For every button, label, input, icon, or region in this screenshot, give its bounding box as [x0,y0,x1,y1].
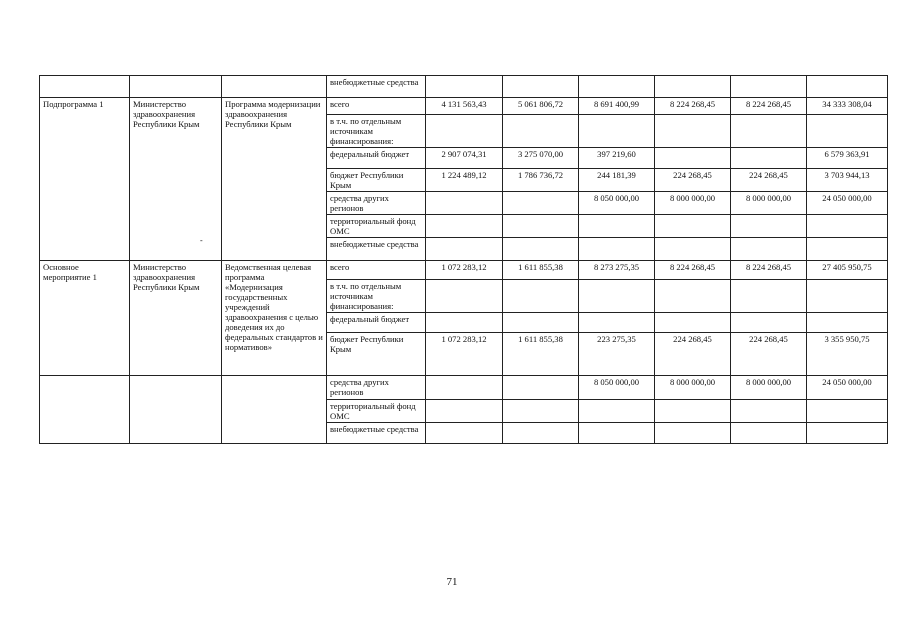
funding-source-cell: внебюджетные средства [327,76,426,98]
budget-table [39,75,888,444]
amount-cell: 2 907 074,31 [426,148,503,169]
amount-cell: 24 050 000,00 [807,192,888,215]
amount-cell: 224 268,45 [655,169,731,192]
amount-cell [655,76,731,98]
amount-cell [807,313,888,333]
amount-cell [503,423,579,444]
amount-cell [579,280,655,313]
program-name-cell [40,76,130,98]
table-body [40,76,888,444]
amount-cell [807,400,888,423]
amount-cell [503,115,579,148]
program-title-cell [222,376,327,444]
amount-cell: 8 691 400,99 [579,98,655,115]
executor-cell: Министерство здравоохранения Республики Крым [130,261,222,376]
amount-cell [731,280,807,313]
table-row [40,261,888,280]
amount-cell [503,238,579,261]
funding-source-cell: средства других регионов [327,376,426,400]
amount-cell [655,148,731,169]
table-row [40,98,888,115]
amount-cell [579,400,655,423]
amount-cell [503,76,579,98]
amount-cell: 6 579 363,91 [807,148,888,169]
amount-cell [579,423,655,444]
amount-cell [579,238,655,261]
amount-cell: 8 224 268,45 [655,98,731,115]
amount-cell: 1 611 855,38 [503,333,579,376]
table-row [40,376,888,400]
amount-cell: 5 061 806,72 [503,98,579,115]
amount-cell [655,115,731,148]
funding-source-cell: бюджет Республики Крым [327,169,426,192]
amount-cell [426,192,503,215]
funding-source-cell: всего [327,98,426,115]
amount-cell: 1 786 736,72 [503,169,579,192]
amount-cell [655,400,731,423]
amount-cell [426,238,503,261]
amount-cell [426,280,503,313]
amount-cell [807,215,888,238]
executor-cell [130,76,222,98]
amount-cell [579,76,655,98]
amount-cell: 27 405 950,75 [807,261,888,280]
amount-cell [503,280,579,313]
stray-dash: - [200,236,203,245]
amount-cell: 8 000 000,00 [731,192,807,215]
amount-cell [579,115,655,148]
amount-cell [579,215,655,238]
program-name-cell: Подпрограмма 1 [40,98,130,261]
amount-cell: 224 268,45 [655,333,731,376]
funding-source-cell: федеральный бюджет [327,313,426,333]
amount-cell [807,76,888,98]
funding-source-cell: средства других регионов [327,192,426,215]
amount-cell: 34 333 308,04 [807,98,888,115]
amount-cell: 1 224 489,12 [426,169,503,192]
amount-cell [807,115,888,148]
amount-cell: 8 050 000,00 [579,376,655,400]
executor-cell: Министерство здравоохранения Республики Крым [130,98,222,261]
amount-cell: 8 000 000,00 [655,192,731,215]
program-title-cell: Ведомственная целевая программа «Модернизация государственных учреждений здравоохранения с целью доведения их до федеральных стандартов и нормативов» [222,261,327,376]
amount-cell [655,238,731,261]
amount-cell [731,423,807,444]
funding-source-cell: территориальный фонд ОМС [327,215,426,238]
amount-cell [426,313,503,333]
amount-cell: 223 275,35 [579,333,655,376]
funding-source-cell: в т.ч. по отдельным источникам финансирования: [327,115,426,148]
program-name-cell: Основное мероприятие 1 [40,261,130,376]
amount-cell: 3 275 070,00 [503,148,579,169]
amount-cell [655,313,731,333]
amount-cell: 8 273 275,35 [579,261,655,280]
amount-cell [579,313,655,333]
funding-source-cell: бюджет Республики Крым [327,333,426,376]
amount-cell: 1 072 283,12 [426,333,503,376]
program-title-cell [222,76,327,98]
amount-cell: 244 181,39 [579,169,655,192]
amount-cell [426,376,503,400]
amount-cell [731,148,807,169]
amount-cell [807,280,888,313]
page-number: 71 [446,576,458,588]
amount-cell [503,215,579,238]
funding-source-cell: в т.ч. по отдельным источникам финансирования: [327,280,426,313]
table-row [40,76,888,98]
amount-cell: 8 224 268,45 [731,98,807,115]
amount-cell [503,313,579,333]
funding-source-cell: всего [327,261,426,280]
amount-cell: 224 268,45 [731,169,807,192]
funding-source-cell: внебюджетные средства [327,423,426,444]
funding-source-cell: федеральный бюджет [327,148,426,169]
program-title-cell: Программа модернизации здравоохранения Республики Крым [222,98,327,261]
program-name-cell [40,376,130,444]
amount-cell [426,215,503,238]
amount-cell [731,115,807,148]
amount-cell [731,76,807,98]
amount-cell: 397 219,60 [579,148,655,169]
amount-cell [731,313,807,333]
amount-cell [655,423,731,444]
amount-cell: 8 050 000,00 [579,192,655,215]
executor-cell [130,376,222,444]
amount-cell: 8 224 268,45 [655,261,731,280]
amount-cell: 224 268,45 [731,333,807,376]
amount-cell [503,376,579,400]
amount-cell [807,238,888,261]
amount-cell: 1 072 283,12 [426,261,503,280]
amount-cell [807,423,888,444]
amount-cell [426,400,503,423]
amount-cell [503,192,579,215]
amount-cell [731,238,807,261]
amount-cell: 1 611 855,38 [503,261,579,280]
amount-cell [655,215,731,238]
amount-cell: 8 224 268,45 [731,261,807,280]
funding-source-cell: территориальный фонд ОМС [327,400,426,423]
amount-cell: 24 050 000,00 [807,376,888,400]
amount-cell [426,115,503,148]
amount-cell [731,215,807,238]
amount-cell [426,423,503,444]
amount-cell [655,280,731,313]
amount-cell: 3 355 950,75 [807,333,888,376]
amount-cell: 8 000 000,00 [655,376,731,400]
amount-cell: 4 131 563,43 [426,98,503,115]
amount-cell [503,400,579,423]
amount-cell [731,400,807,423]
amount-cell: 3 703 944,13 [807,169,888,192]
funding-source-cell: внебюджетные средства [327,238,426,261]
amount-cell [426,76,503,98]
amount-cell: 8 000 000,00 [731,376,807,400]
